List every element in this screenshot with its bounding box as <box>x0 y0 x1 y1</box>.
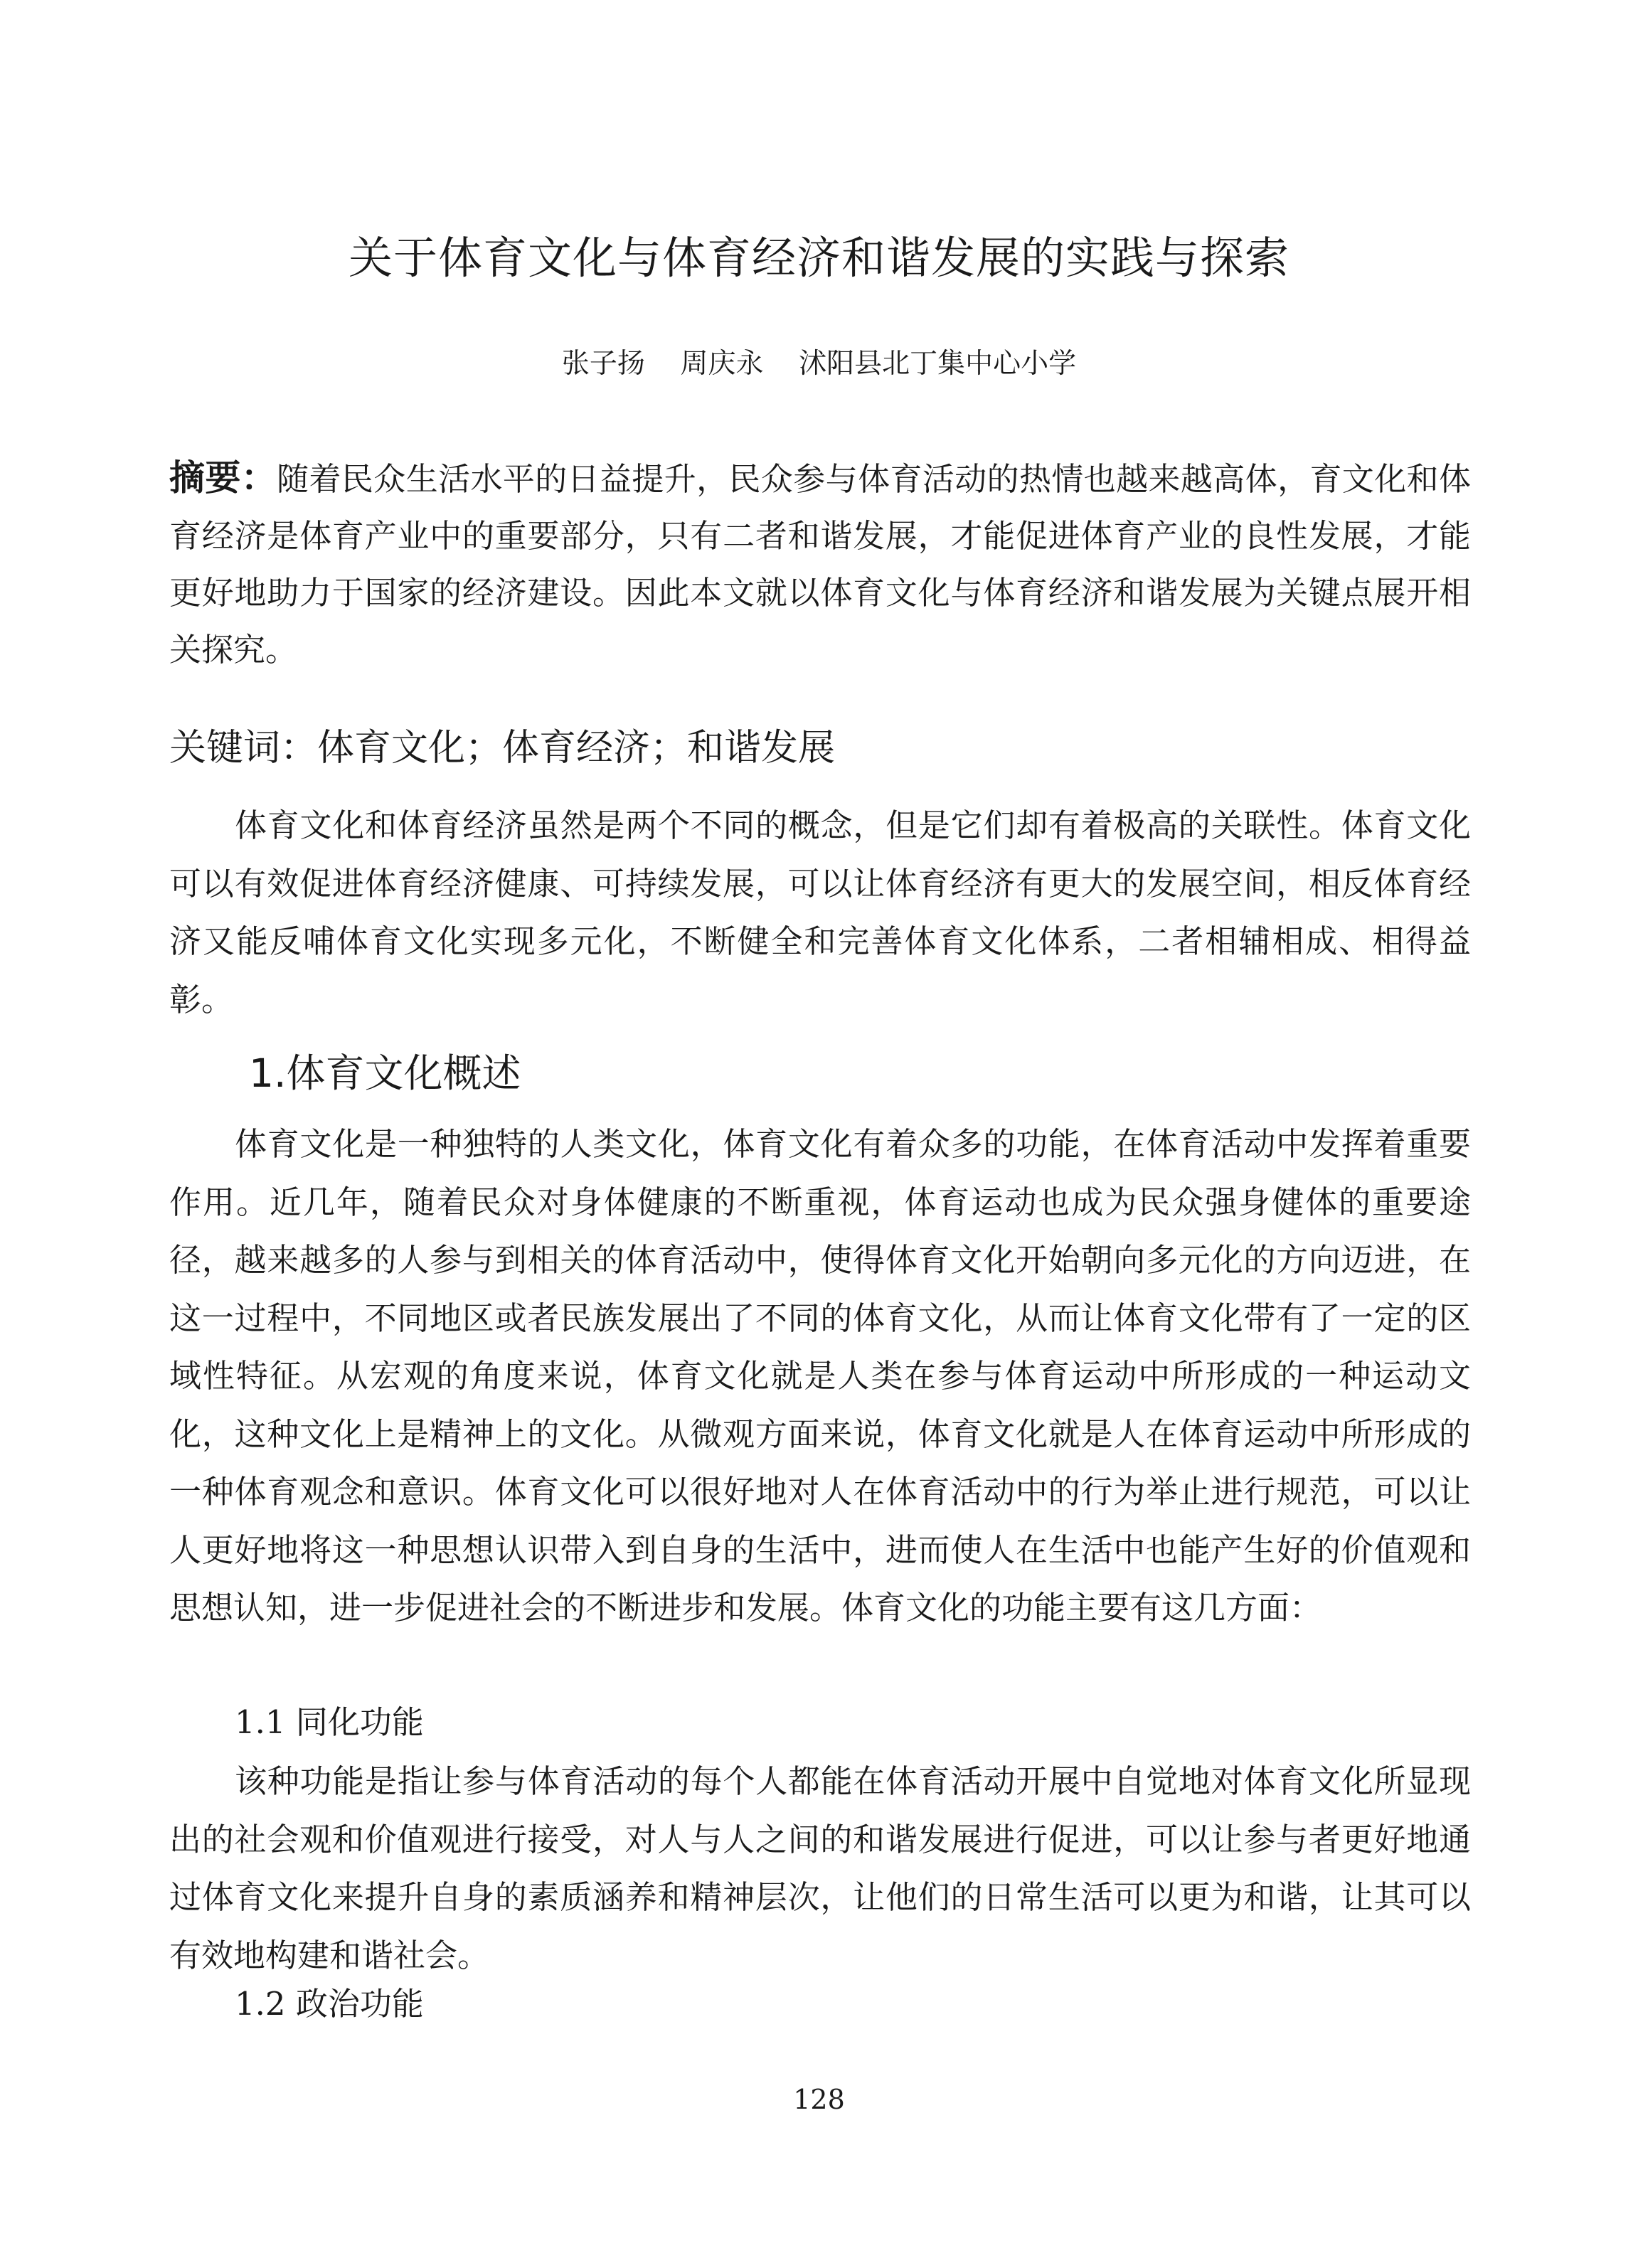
paper-title: 关于体育文化与体育经济和谐发展的实践与探索 <box>348 232 1289 284</box>
subsection-1-1-heading-block <box>169 1695 1471 1750</box>
section-1-heading: 1.体育文化概述 <box>249 1050 521 1096</box>
subsection-1-1-body <box>169 1752 1471 1984</box>
subsection-1-1-paragraph: 该种功能是指让参与体育活动的每个人都能在体育活动开展中自觉地对体育文化所显现出的社会观和价值观进行接受，对人与人之间的和谐发展进行促进，可以让参与者更好地通过体育文化来提升自身的素质涵养和精神层次，让他们的日常生活可以更为和谐，让其可以有效地构建和谐社会。 <box>169 1762 1471 1974</box>
section-1-body <box>169 1115 1471 1637</box>
intro-paragraph: 体育文化和体育经济虽然是两个不同的概念，但是它们却有着极高的关联性。体育文化可以有效促进体育经济健康、可持续发展，可以让体育经济有更大的发展空间，相反体育经济又能反哺体育文化实现多元化，不断健全和完善体育文化体系，二者相辅相成、相得益彰。 <box>169 806 1471 1018</box>
intro-section <box>169 797 1471 1028</box>
section-1-paragraph: 体育文化是一种独特的人类文化，体育文化有着众多的功能，在体育活动中发挥着重要作用。近几年，随着民众对身体健康的不断重视，体育运动也成为民众强身健体的重要途径，越来越多的人参与到相关的体育活动中，使得体育文化开始朝向多元化的方向迈进，在这一过程中，不同地区或者民族发展出了不同的体育文化，从而让体育文化带有了一定的区域性特征。从宏观的角度来说，体育文化就是人类在参与体育运动中所形成的一种运动文化，这种文化上是精神上的文化。从微观方面来说，体育文化就是人在体育运动中所形成的一种体育观念和意识。体育文化可以很好地对人在体育活动中的行为举止进行规范，可以让人更好地将这一种思想认识带入到自身的生活中，进而使人在生活中也能产生好的价值观和思想认知，进一步促进社会的不断进步和发展。体育文化的功能主要有这几方面： <box>169 1125 1471 1627</box>
section-1-heading-block <box>169 1041 1471 1105</box>
abstract-label: 摘要： <box>169 457 277 499</box>
subsection-1-2-heading <box>169 1977 1471 2031</box>
subsection-1-1-number: 1.1 <box>235 1703 286 1741</box>
subsection-1-2-title: 政治功能 <box>295 1985 424 2023</box>
keywords-line: 关键词：体育文化；体育经济；和谐发展 <box>169 727 836 770</box>
subsection-1-1-heading <box>169 1695 1471 1750</box>
subsection-1-2-number: 1.2 <box>235 1985 286 2023</box>
abstract-section <box>169 449 1471 678</box>
keywords-section <box>169 720 1471 777</box>
abstract-text: 随着民众生活水平的日益提升，民众参与体育活动的热情也越来越高体，育文化和体育经济是体育产业中的重要部分，只有二者和谐发展，才能促进体育产业的良性发展，才能更好地助力于国家的经济建设。因此本文就以体育文化与体育经济和谐发展为关键点展开相关探究。 <box>169 460 1471 669</box>
abstract-paragraph <box>169 449 1471 678</box>
subsection-1-2-heading-block <box>169 1977 1471 2031</box>
page-number: 128 <box>793 2084 845 2115</box>
author-line: 张子扬 周庆永 沭阳县北丁集中心小学 <box>561 348 1077 380</box>
subsection-1-1-title: 同化功能 <box>295 1703 424 1741</box>
